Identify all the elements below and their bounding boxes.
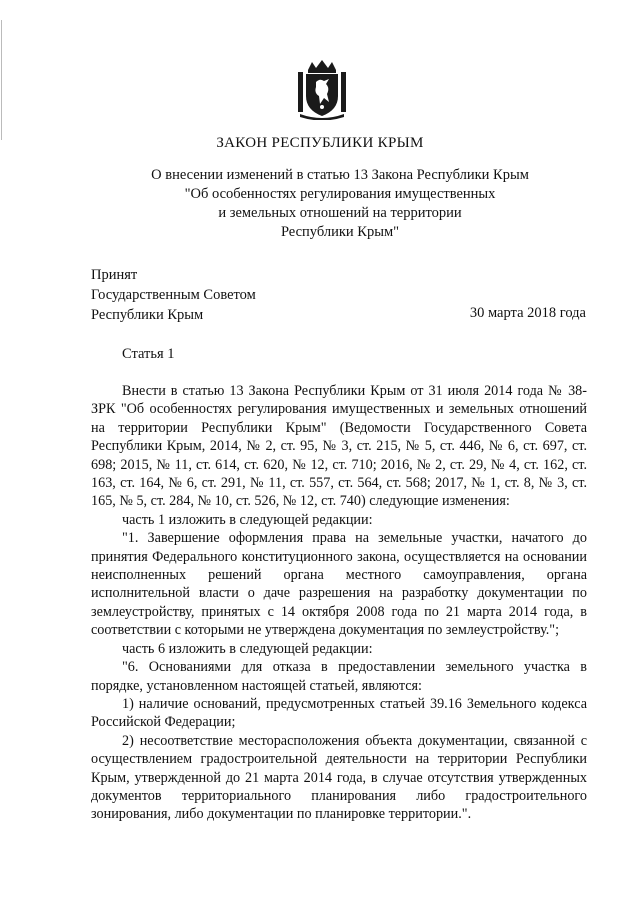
crimea-coat-of-arms-icon: [296, 60, 348, 120]
adoption-line: Республики Крым: [91, 307, 204, 323]
subtitle-line: О внесении изменений в статью 13 Закона Республики Крым: [151, 167, 529, 183]
law-title: ЗАКОН РЕСПУБЛИКИ КРЫМ: [216, 135, 424, 151]
subtitle-line: "Об особенностях регулирования имущественных: [184, 186, 496, 202]
scan-edge-line: [1, 20, 2, 140]
body-paragraph: часть 1 изложить в следующей редакции:: [122, 511, 373, 528]
article-heading: Статья 1: [122, 346, 175, 362]
body-paragraph: "1. Завершение оформления права на земельные участки, начатого до принятия Федерального конституционного закона, осуществляется на основании неисполненных решений органа местного самоуправления, органа исполнительной власти о даче разрешения на разработку документации по землеустройству, принятых с 14 октября 2008 года по 21 марта 2014 года, в соответствии с которыми не утверждена документация по землеустройству.";: [91, 530, 587, 639]
subtitle-line: Республики Крым": [280, 224, 400, 240]
body-paragraph: "6. Основаниями для отказа в предоставлении земельного участка в порядке, установленном настоящей статьей, являются:: [91, 659, 587, 694]
body-paragraph: часть 6 изложить в следующей редакции:: [122, 640, 373, 657]
adoption-date: 30 марта 2018 года: [469, 305, 586, 321]
adoption-line: Государственным Советом: [91, 287, 256, 303]
adoption-block: [91, 265, 256, 325]
law-subtitle: [90, 166, 590, 242]
adoption-line: Принят: [91, 267, 138, 283]
body-paragraph: 2) несоответствие месторасположения объекта документации, связанной с осуществлением градостроительной деятельности на территории Республики Крым, утвержденной до 21 марта 2014 года, в случае отсутствия утвержденных документов территориального планирования либо градостроительного зонирования, либо документации по планировке территории.".: [91, 732, 587, 823]
body-paragraph: Внести в статью 13 Закона Республики Крым от 31 июля 2014 года № 38-ЗРК "Об особенностях регулирования имущественных и земельных отношений на территории Республики Крым" (Ведомости Государственного Совета Республики Крым, 2014, № 2, ст. 95, № 3, ст. 215, № 5, ст. 446, № 6, ст. 697, ст. 698; 2015, № 11, ст. 614, ст. 620, № 12, ст. 710; 2016, № 2, ст. 29, № 4, ст. 162, ст. 163, ст. 164, № 6, ст. 291, № 11, ст. 557, ст. 564, ст. 568; 2017, № 1, ст. 8, № 3, ст. 165, № 5, ст. 284, № 10, ст. 526, № 12, ст. 740) следующие изменения:: [91, 383, 587, 510]
subtitle-line: и земельных отношений на территории: [218, 205, 462, 221]
body-paragraph: 1) наличие оснований, предусмотренных статьей 39.16 Земельного кодекса Российской Федерации;: [91, 695, 587, 731]
article-body: [91, 382, 587, 824]
